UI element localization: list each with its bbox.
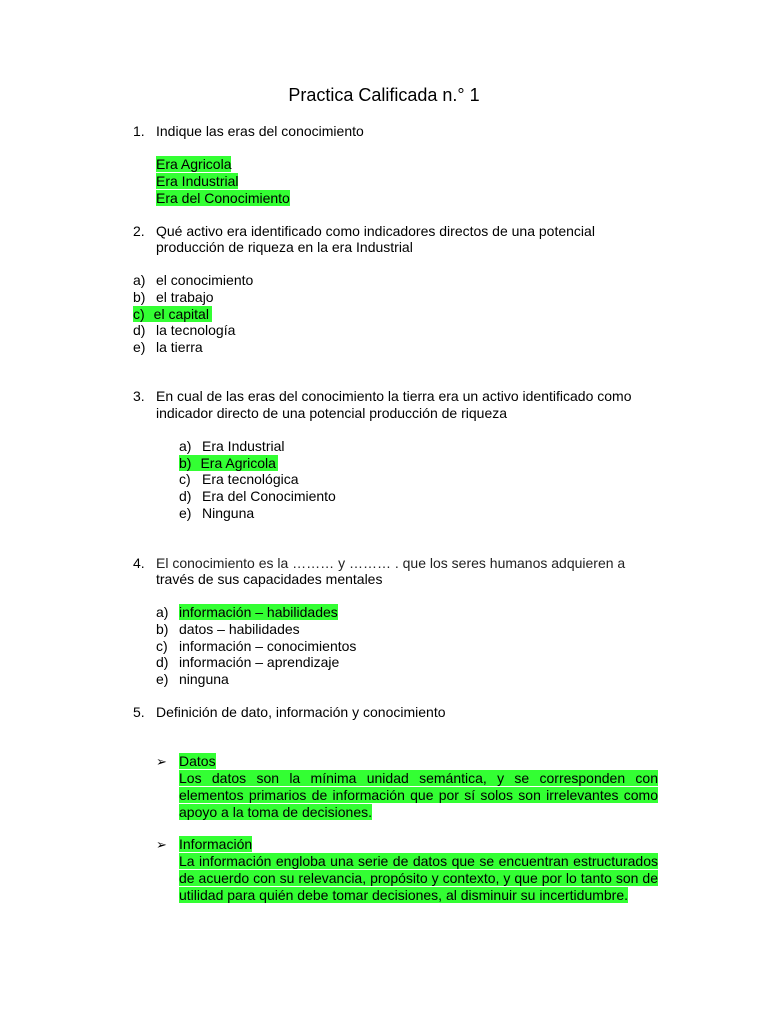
- q4-option-e-letter: e): [156, 671, 169, 687]
- q2-text-line1: Qué activo era identificado como indicadores directos de una potencial: [156, 223, 595, 239]
- q3-number: 3.: [133, 388, 145, 404]
- q3-option-a-letter: a): [179, 438, 192, 454]
- q4-option-a: información – habilidades: [179, 604, 338, 620]
- q1-answer-1: Era Agricola: [156, 156, 232, 172]
- q3-option-a: Era Industrial: [202, 438, 285, 454]
- q4-number: 4.: [133, 555, 145, 571]
- q4-option-c: información – conocimientos: [179, 638, 357, 654]
- q4-option-c-letter: c): [156, 638, 168, 654]
- q4-option-a-letter: a): [156, 604, 169, 620]
- q2-option-a-letter: a): [133, 272, 146, 288]
- q4-text-line2: través de sus capacidades mentales: [156, 571, 383, 587]
- q4-option-b: datos – habilidades: [179, 621, 300, 637]
- q3-option-e-letter: e): [179, 505, 192, 521]
- q4-option-d-letter: d): [156, 654, 169, 670]
- q1-answer-2: Era Industrial: [156, 173, 239, 189]
- q3-option-b-letter: b): [179, 455, 192, 471]
- q3-option-c: Era tecnológica: [202, 471, 299, 487]
- q4-text-line1: El conocimiento es la ……… y ……… . que los seres humanos adquieren a: [156, 555, 626, 571]
- q5-bullet-1-body: Los datos son la mínima unidad semántica, y se corresponden con elementos primarios de información que por sí solos son irrelevantes como apoyo a la toma de decisiones.: [179, 770, 658, 820]
- q5-number: 5.: [133, 704, 145, 720]
- q3-text-line1: En cual de las eras del conocimiento la tierra era un activo identificado como: [156, 388, 632, 404]
- page-title: Practica Calificada n.° 1: [288, 85, 480, 105]
- q2-option-e: la tierra: [156, 339, 203, 355]
- q5-text: Definición de dato, información y conocimiento: [156, 704, 446, 720]
- q3-option-e: Ninguna: [202, 505, 255, 521]
- q2-option-c: el capital: [153, 306, 209, 322]
- q4-option-d: información – aprendizaje: [179, 654, 340, 670]
- q3-text-line2: indicador directo de una potencial producción de riqueza: [156, 405, 508, 421]
- q2-option-a: el conocimiento: [156, 272, 254, 288]
- arrow-bullet-icon: ➢: [156, 837, 167, 852]
- q5-bullet-2-heading: Información: [179, 836, 253, 852]
- q3-option-b: Era Agricola: [200, 455, 276, 471]
- q2-option-b-letter: b): [133, 289, 146, 305]
- q2-option-d-letter: d): [133, 322, 146, 338]
- q3-option-d-letter: d): [179, 488, 192, 504]
- q2-option-d: la tecnología: [156, 322, 236, 338]
- q5-bullet-2-body: La información engloba una serie de datos que se encuentran estructurados de acuerdo con su relevancia, propósito y contexto, y que por lo tanto son de utilidad para quién debe tomar decisiones, al disminuir su incertidumbre.: [179, 853, 658, 903]
- q1-answer-3: Era del Conocimiento: [156, 190, 290, 206]
- q2-option-b: el trabajo: [156, 289, 214, 305]
- q3-option-c-letter: c): [179, 471, 191, 487]
- q4-option-e: ninguna: [179, 671, 229, 687]
- q2-option-e-letter: e): [133, 339, 146, 355]
- q3-option-d: Era del Conocimiento: [202, 488, 336, 504]
- q4-option-b-letter: b): [156, 621, 169, 637]
- q5-bullet-1-heading: Datos: [179, 753, 216, 769]
- q2-number: 2.: [133, 223, 145, 239]
- q2-option-c-letter: c): [133, 306, 145, 322]
- q1-number: 1.: [133, 123, 145, 139]
- q2-text-line2: producción de riqueza en la era Industrial: [156, 239, 413, 255]
- q1-text: Indique las eras del conocimiento: [156, 123, 364, 139]
- arrow-bullet-icon: ➢: [156, 754, 167, 769]
